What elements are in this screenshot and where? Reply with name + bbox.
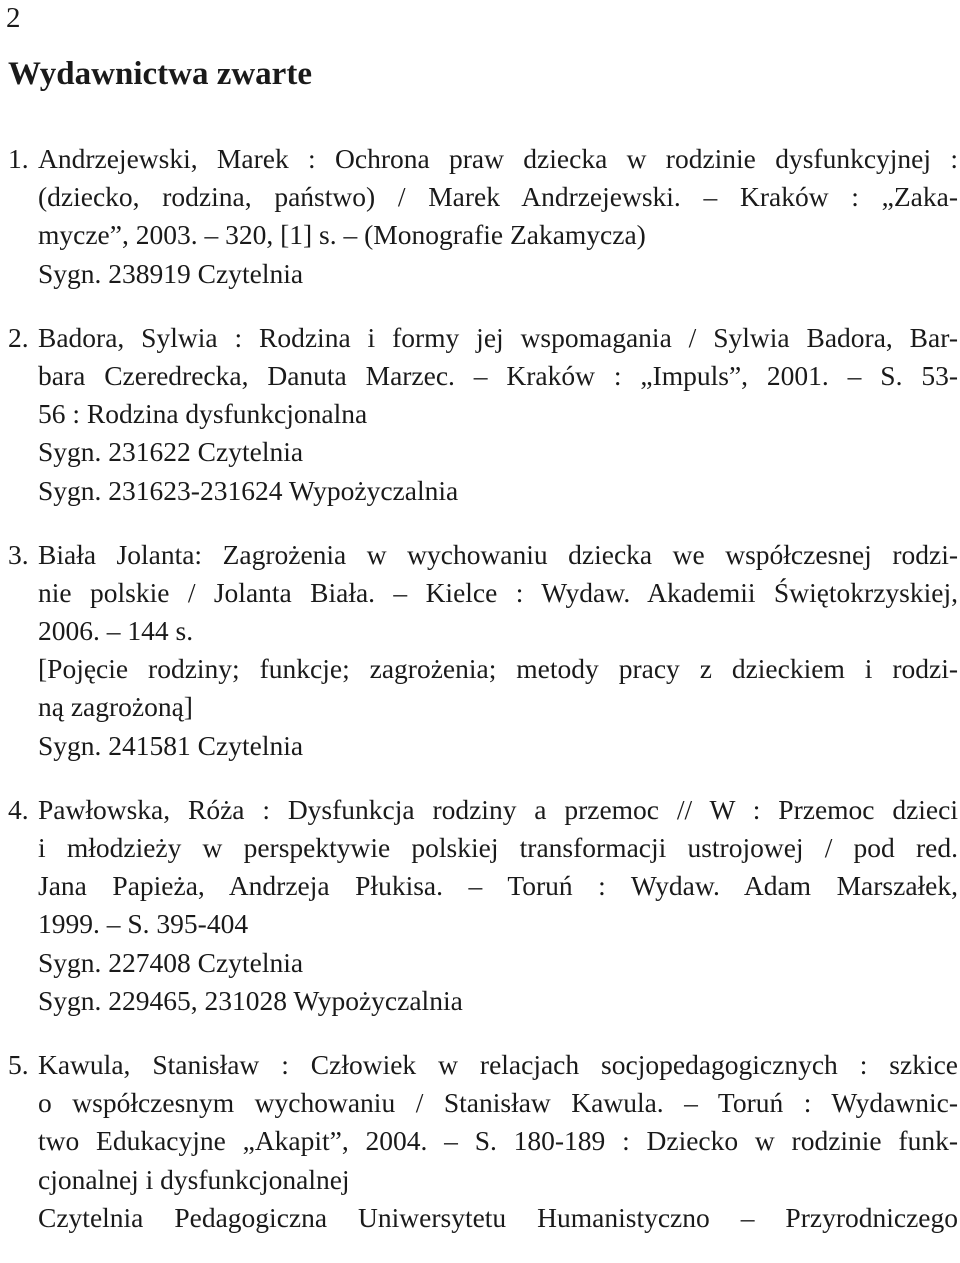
entry-text-line: (dziecko, rodzina, państwo) / Marek Andrzejewski. – Kraków : „Zaka- <box>38 181 958 213</box>
entry-call-number: Sygn. 227408 Czytelnia <box>38 946 304 978</box>
entry-call-number: Sygn. 238919 Czytelnia <box>38 257 304 289</box>
bibliography-entry <box>0 319 958 510</box>
entry-text-line: 2006. – 144 s. <box>38 615 194 647</box>
entry-location: Czytelnia Pedagogiczna Uniwersytetu Humanistyczno – Przyrodniczego <box>38 1201 958 1233</box>
entry-number: 4. <box>8 793 29 825</box>
entry-call-number: Sygn. 241581 Czytelnia <box>38 729 304 761</box>
bibliography-entry <box>0 140 958 293</box>
entry-number: 3. <box>8 538 29 570</box>
section-title: Wydawnictwa zwarte <box>8 56 312 92</box>
entry-note-line: [Pojęcie rodziny; funkcje; zagrożenia; metody pracy z dzieckiem i rodzi- <box>38 653 958 685</box>
entry-text-line: Pawłowska, Róża : Dysfunkcja rodziny a przemoc // W : Przemoc dzieci <box>38 793 958 825</box>
entry-text-line: i młodzieży w perspektywie polskiej transformacji ustrojowej / pod red. <box>38 832 958 863</box>
entry-text-line: Andrzejewski, Marek : Ochrona praw dziecka w rodzinie dysfunkcyjnej : <box>38 143 958 174</box>
entry-text-line: cjonalnej i dysfunkcjonalnej <box>38 1163 350 1195</box>
entry-call-number: Sygn. 231622 Czytelnia <box>38 436 304 468</box>
entry-first-line <box>0 319 958 357</box>
entry-text-line: Jana Papieża, Andrzeja Płukisa. – Toruń : Wydaw. Adam Marszałek, <box>38 870 958 902</box>
entry-first-line <box>0 1046 958 1084</box>
entry-call-number: Sygn. 231623-231624 Wypożyczalnia <box>38 474 459 506</box>
entry-text-line: Biała Jolanta: Zagrożenia w wychowaniu dziecka we współczesnej rodzi- <box>38 538 958 570</box>
entry-text-line: 56 : Rodzina dysfunkcjonalna <box>38 398 368 430</box>
entry-text-line: 1999. – S. 395-404 <box>38 908 249 940</box>
entry-text-line: o współczesnym wychowaniu / Stanisław Kawula. – Toruń : Wydawnic- <box>38 1087 958 1119</box>
entry-text-line: mycze”, 2003. – 320, [1] s. – (Monografie Zakamycza) <box>38 219 646 251</box>
entry-first-line <box>0 536 958 574</box>
bibliography-entry <box>0 536 958 765</box>
entry-number: 1. <box>8 143 29 174</box>
entry-first-line <box>0 140 958 178</box>
entry-text-line: bara Czeredrecka, Danuta Marzec. – Kraków : „Impuls”, 2001. – S. 53- <box>38 359 958 391</box>
entry-number: 5. <box>8 1048 29 1080</box>
bibliography-entry <box>0 791 958 1020</box>
entry-text-line: Badora, Sylwia : Rodzina i formy jej wspomagania / Sylwia Badora, Bar- <box>38 321 958 353</box>
entry-first-line <box>0 791 958 829</box>
entry-call-number: Sygn. 229465, 231028 Wypożyczalnia <box>38 984 463 1016</box>
entry-note-line: ną zagrożoną] <box>38 691 193 723</box>
entry-text-line: nie polskie / Jolanta Biała. – Kielce : Wydaw. Akademii Świętokrzyskiej, <box>38 576 958 608</box>
entry-text-line: Kawula, Stanisław : Człowiek w relacjach socjopedagogicznych : szkice <box>38 1048 958 1080</box>
bibliography-list <box>0 140 958 1263</box>
bibliography-entry <box>0 1046 958 1237</box>
page-number: 2 <box>6 2 21 34</box>
entry-text-line: two Edukacyjne „Akapit”, 2004. – S. 180-189 : Dziecko w rodzinie funk- <box>38 1125 958 1157</box>
entry-number: 2. <box>8 321 29 353</box>
